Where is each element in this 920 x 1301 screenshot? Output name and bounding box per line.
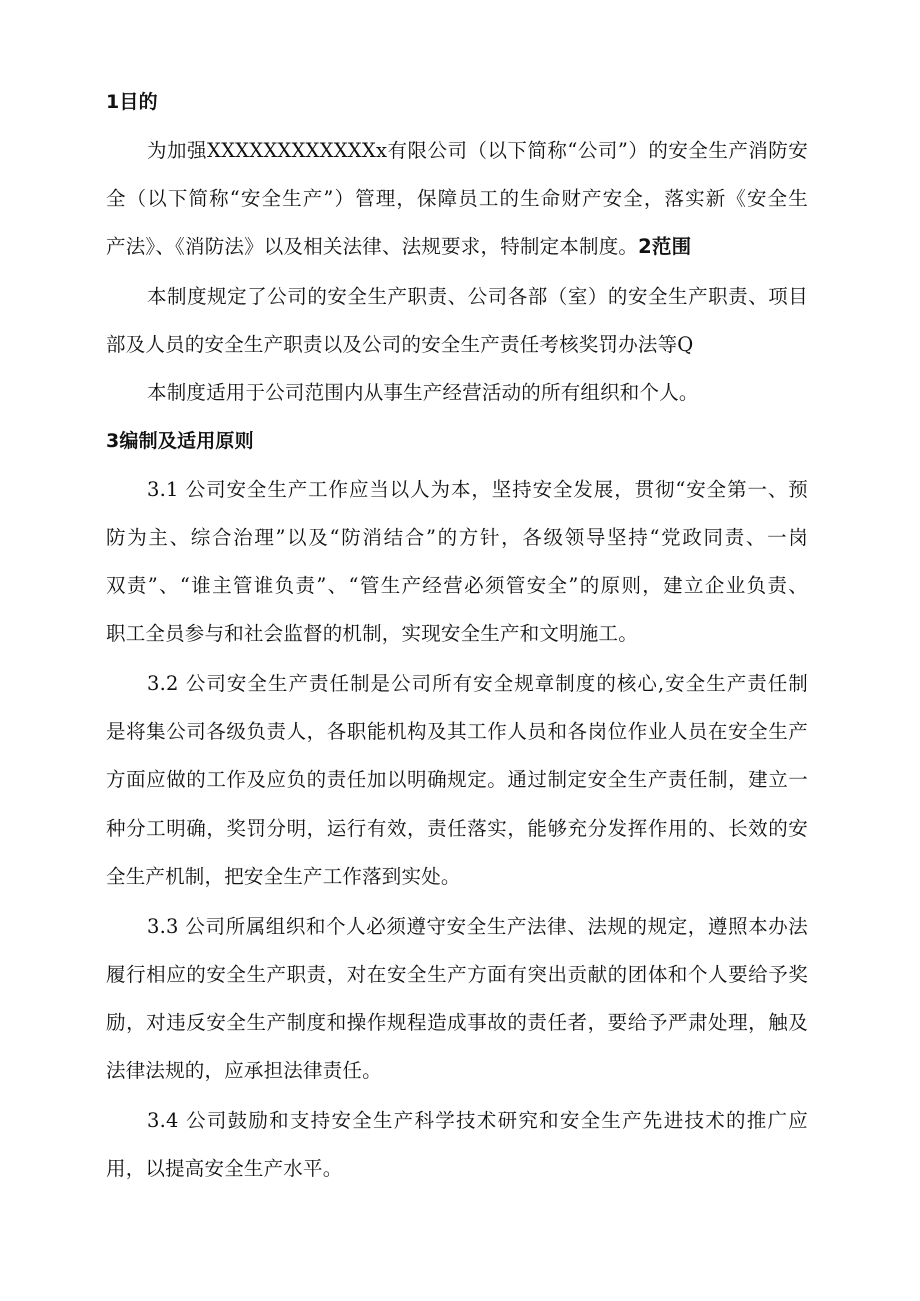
para-3-1-line-4: 职工全员参与和社会监督的机制，实现安全生产和文明施工。: [106, 622, 638, 645]
para-3-3-line-3: 励，对违反安全生产制度和操作规程造成事故的责任者，要给予严肃处理，触及: [106, 1011, 808, 1034]
para-3-4-line-1: 3.4 公司鼓励和支持安全生产科学技术研究和安全生产先进技术的推广应: [147, 1109, 808, 1132]
para-3-1-line-3: 双责”、“谁主管谁负责”、“管生产经营必须管安全”的原则，建立企业负责、: [106, 574, 808, 597]
para-3-3-line-2: 履行相应的安全生产职责，对在安全生产方面有突出贡献的团体和个人要给予奖: [106, 963, 808, 986]
para-3-2-line-5: 全生产机制，把安全生产工作落到实处。: [106, 865, 461, 888]
section-1-line-3: [106, 233, 691, 261]
para-3-2-line-4: 种分工明确，奖罚分明，运行有效，责任落实，能够充分发挥作用的、长效的安: [106, 817, 808, 840]
section-2-para-1-line-1: 本制度规定了公司的安全生产职责、公司各部（室）的安全生产职责、项目: [147, 285, 808, 308]
section-3-heading: 3编制及适用原则: [106, 430, 254, 452]
para-3-2-line-1: 3.2 公司安全生产责任制是公司所有安全规章制度的核心,安全生产责任制: [147, 672, 808, 695]
section-2-para-2-line-1: 本制度适用于公司范围内从事生产经营活动的所有组织和个人。: [147, 381, 699, 404]
para-3-1-line-1: 3.1 公司安全生产工作应当以人为本，坚持安全发展，贯彻“安全第一、预: [147, 478, 808, 501]
section-1-line-3-text: 产法》、《消防法》以及相关法律、法规要求，特制定本制度。: [106, 235, 639, 258]
para-3-4-line-2: 用，以提高安全生产水平。: [106, 1157, 343, 1180]
para-3-3-line-1: 3.3 公司所属组织和个人必须遵守安全生产法律、法规的规定，遵照本办法: [147, 915, 808, 938]
para-3-2-line-2: 是将集公司各级负责人，各职能机构及其工作人员和各岗位作业人员在安全生产: [106, 720, 808, 743]
section-1-heading: 1目的: [106, 91, 158, 113]
section-2-heading: 2范围: [638, 235, 692, 258]
section-1-line-2: 全（以下简称“安全生产”）管理，保障员工的生命财产安全，落实新《安全生: [106, 187, 808, 210]
para-3-3-line-4: 法律法规的，应承担法律责任。: [106, 1059, 382, 1082]
para-3-1-line-2: 防为主、综合治理”以及“防消结合”的方针，各级领导坚持“党政同责、一岗: [106, 526, 808, 549]
para-3-2-line-3: 方面应做的工作及应负的责任加以明确规定。通过制定安全生产责任制，建立一: [106, 768, 808, 791]
section-2-para-1-line-2: 部及人员的安全生产职责以及公司的安全生产责任考核奖罚办法等Q: [106, 333, 694, 356]
section-1-line-1: 为加强XXXXXXXXXXXXx有限公司（以下简称“公司”）的安全生产消防安: [147, 139, 808, 162]
